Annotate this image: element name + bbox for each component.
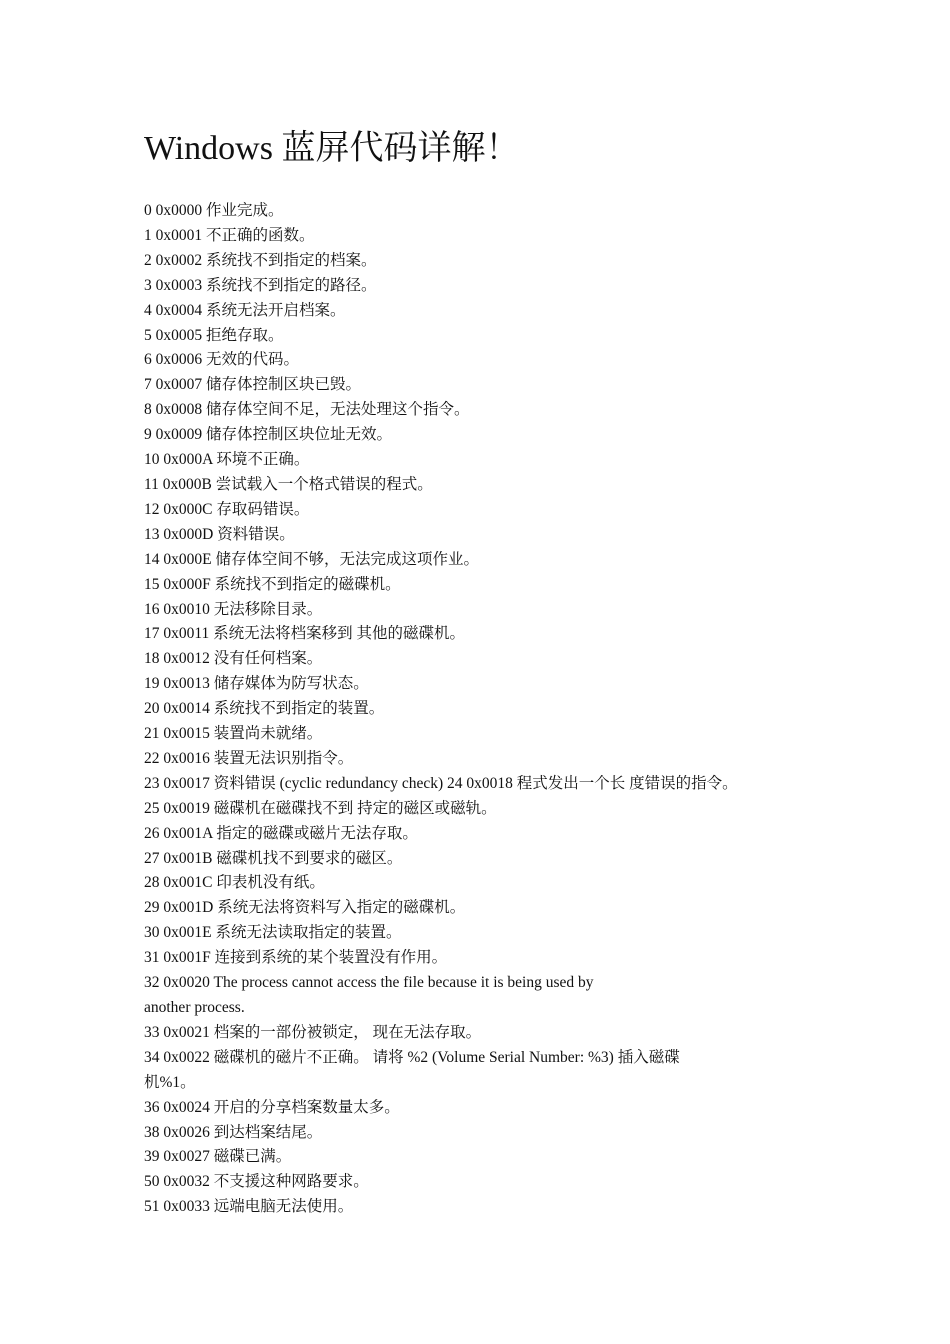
error-code-line: 39 0x0027 磁碟已满。 (144, 1148, 292, 1166)
error-code-line: 机%1。 (144, 1073, 196, 1091)
error-code-line: 15 0x000F 系统找不到指定的磁碟机。 (144, 575, 401, 593)
error-code-line: 4 0x0004 系统无法开启档案。 (144, 301, 346, 319)
error-code-line: 31 0x001F 连接到系统的某个装置没有作用。 (144, 949, 448, 967)
error-code-line: 34 0x0022 磁碟机的磁片不正确。 请将 %2 (Volume Serial Number: %3) 插入磁碟 (144, 1048, 680, 1066)
error-code-line: 19 0x0013 储存媒体为防写状态。 (144, 675, 369, 693)
error-code-line: another process. (144, 999, 245, 1016)
error-code-line: 22 0x0016 装置无法识别指令。 (144, 749, 354, 767)
error-code-line: 13 0x000D 资料错误。 (144, 525, 295, 543)
document-title: Windows 蓝屏代码详解！ (144, 130, 520, 167)
error-code-line: 14 0x000E 储存体空间不够，无法完成这项作业。 (144, 550, 479, 568)
error-code-line: 17 0x0011 系统无法将档案移到 其他的磁碟机。 (144, 625, 466, 643)
error-code-line: 2 0x0002 系统找不到指定的档案。 (144, 251, 377, 269)
error-code-line: 20 0x0014 系统找不到指定的装置。 (144, 700, 385, 718)
error-code-line: 16 0x0010 无法移除目录。 (144, 600, 323, 618)
error-code-line: 26 0x001A 指定的磁碟或磁片无法存取。 (144, 824, 418, 842)
error-code-line: 8 0x0008 储存体空间不足，无法处理这个指令。 (144, 401, 470, 419)
error-code-line: 21 0x0015 装置尚未就绪。 (144, 725, 323, 743)
error-code-line: 50 0x0032 不支援这种网路要求。 (144, 1173, 369, 1191)
error-code-line: 36 0x0024 开启的分享档案数量太多。 (144, 1098, 400, 1116)
error-code-line: 18 0x0012 没有任何档案。 (144, 650, 323, 668)
error-code-line: 32 0x0020 The process cannot access the file because it is being used by (144, 974, 594, 992)
error-code-line: 11 0x000B 尝试载入一个格式错误的程式。 (144, 475, 433, 493)
error-code-line: 29 0x001D 系统无法将资料写入指定的磁碟机。 (144, 899, 466, 917)
error-code-line: 0 0x0000 作业完成。 (144, 202, 284, 219)
error-code-line: 30 0x001E 系统无法读取指定的装置。 (144, 924, 402, 942)
error-code-line: 6 0x0006 无效的代码。 (144, 351, 300, 369)
error-code-line: 33 0x0021 档案的一部份被锁定， 现在无法存取。 (144, 1023, 482, 1041)
error-code-line: 10 0x000A 环境不正确。 (144, 451, 310, 469)
error-code-line: 25 0x0019 磁碟机在磁碟找不到 持定的磁区或磁轨。 (144, 799, 497, 817)
error-code-line: 1 0x0001 不正确的函数。 (144, 226, 315, 244)
error-code-list (144, 199, 844, 1220)
error-code-line: 27 0x001B 磁碟机找不到要求的磁区。 (144, 849, 403, 867)
error-code-line: 3 0x0003 系统找不到指定的路径。 (144, 276, 377, 294)
error-code-line: 9 0x0009 储存体控制区块位址无效。 (144, 426, 393, 444)
error-code-line: 51 0x0033 远端电脑无法使用。 (144, 1198, 354, 1216)
error-code-line: 5 0x0005 拒绝存取。 (144, 326, 284, 344)
error-code-line: 38 0x0026 到达档案结尾。 (144, 1123, 323, 1141)
error-code-line: 12 0x000C 存取码错误。 (144, 500, 310, 518)
error-code-line: 28 0x001C 印表机没有纸。 (144, 874, 325, 892)
error-code-line: 23 0x0017 资料错误 (cyclic redundancy check) 24 0x0018 程式发出一个长 度错误的指令。 (144, 774, 738, 792)
error-code-line: 7 0x0007 储存体控制区块已毁。 (144, 376, 362, 394)
